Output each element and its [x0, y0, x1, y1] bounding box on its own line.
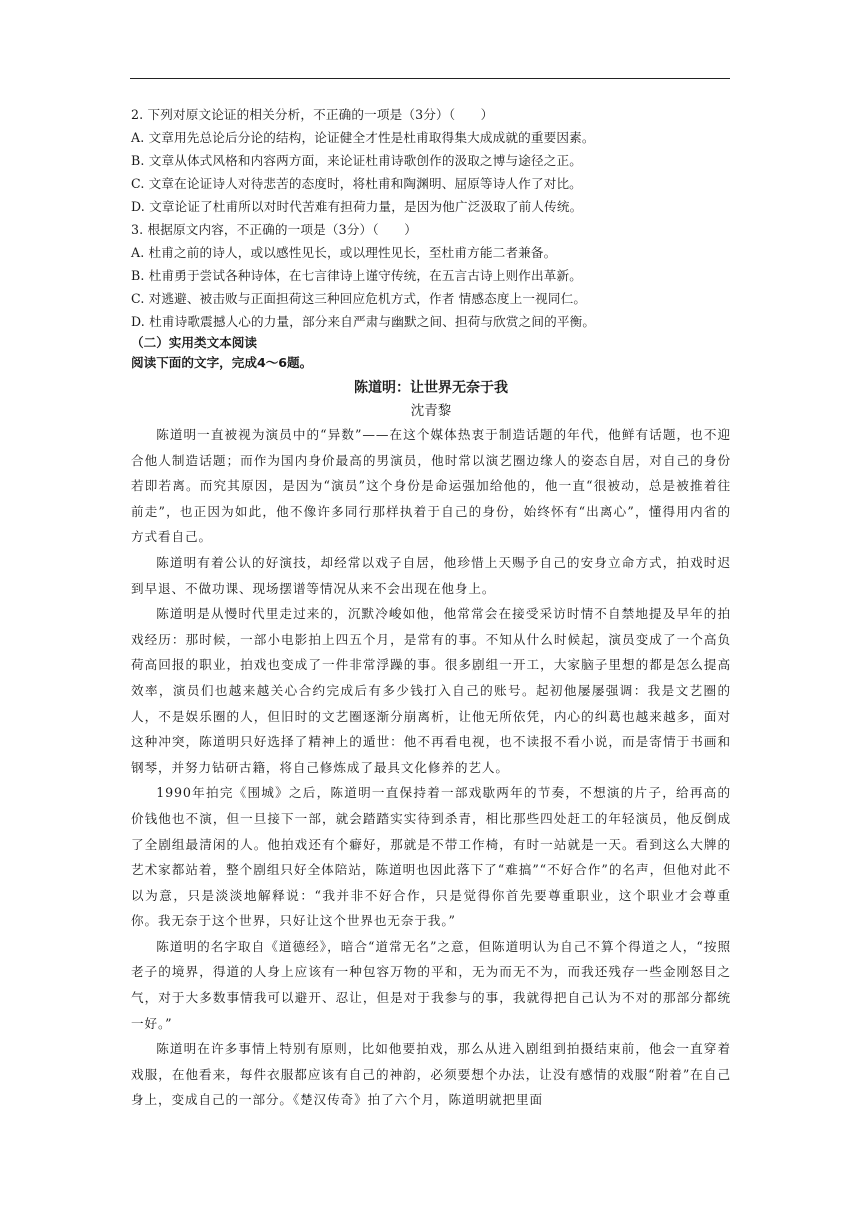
question-2-option-a: A. 文章用先总论后分论的结构，论证健全才性是杜甫取得集大成成就的重要因素。 — [131, 130, 595, 145]
question-3-option-c: C. 对逃避、被击败与正面担荷这三种回应危机方式，作者 情感态度上一视同仁。 — [131, 291, 587, 306]
article-paragraph: 陈道明是从慢时代里走过来的，沉默冷峻如他，他常常会在接受采访时情不自禁地提及早年的拍戏经历：那时候，一部小电影拍上四五个月，是常有的事。不知从什么时候起，演员变成了一个高负荷高回报的职业，拍戏也变成了一件非常浮躁的事。很多剧组一开工，大家脑子里想的都是怎么提高效率，演员们也越来越关心合约完成后有多少钱打入自己的账号。起初他屡屡强调：我是文艺圈的人，不是娱乐圈的人，但旧时的文艺圈逐渐分崩离析，让他无所依凭，内心的纠葛也越来越多，面对这种冲突，陈道明只好选择了精神上的遁世：他不再看电视，也不读报不看小说，而是寄情于书画和钢琴，并努力钻研古籍，将自己修炼成了最具文化修养的艺人。 — [131, 606, 731, 775]
question-2-option-d: D. 文章论证了杜甫所以对时代苦难有担荷力量，是因为他广泛汲取了前人传统。 — [131, 199, 583, 214]
reading-instruction: 阅读下面的文字，完成4～6题。 — [131, 355, 313, 370]
multiple-choice-questions — [131, 103, 731, 333]
question-2-option-c: C. 文章在论证诗人对待悲苦的态度时，将杜甫和陶渊明、屈原等诗人作了对比。 — [131, 176, 582, 191]
question-2-option-b: B. 文章从体式风格和内容两方面，来论证杜甫诗歌创作的汲取之博与途径之正。 — [131, 153, 582, 168]
document-page — [131, 103, 731, 1113]
header-rule — [130, 78, 730, 79]
section-heading: （二）实用类文本阅读 — [131, 335, 257, 350]
article-paragraph: 1990年拍完《围城》之后，陈道明一直保持着一部戏歇两年的节奏，不想演的片子，给再高的价钱他也不演，但一旦接下一部，就会踏踏实实待到杀青，相比那些四处赶工的年轻演员，他反倒成了全剧组最清闲的人。他拍戏还有个癖好，那就是不带工作椅，有时一站就是一天。看到这么大牌的艺术家都站着，整个剧组只好全体陪站，陈道明也因此落下了“难搞”“不好合作”的名声，但他对此不以为意，只是淡淡地解释说：“我并非不好合作，只是觉得你首先要尊重职业，这个职业才会尊重你。我无奈于这个世界，只好让这个世界也无奈于我。” — [131, 785, 731, 929]
question-3-option-d: D. 杜甫诗歌震撼人心的力量，部分来自严肃与幽默之间、担荷与欣赏之间的平衡。 — [131, 314, 596, 329]
article-title: 陈道明：让世界无奈于我 — [354, 380, 508, 396]
question-2-stem: 2. 下列对原文论证的相关分析，不正确的一项是（3分）（ ） — [131, 107, 494, 122]
article-paragraph: 陈道明一直被视为演员中的“异数”——在这个媒体热衷于制造话题的年代，他鲜有话题，也不迎合他人制造话题；而作为国内身价最高的男演员，他时常以演艺圈边缘人的姿态自居，对自己的身份若即若离。而究其原因，是因为“演员”这个身份是命运强加给他的，他一直“很被动，总是被推着往前走”，也正因为如此，他不像许多同行那样执着于自己的身份，始终怀有“出离心”，懂得用内省的方式看自己。 — [131, 427, 731, 545]
article-body — [131, 422, 731, 1113]
article-paragraph: 陈道明在许多事情上特别有原则，比如他要拍戏，那么从进入剧组到拍摄结束前，他会一直穿着戏服，在他看来，每件衣服都应该有自己的神韵，必须要想个办法，让没有感情的戏服“附着”在自己身上，变成自己的一部分。《楚汉传奇》拍了六个月，陈道明就把里面 — [131, 1041, 731, 1108]
question-3-option-a: A. 杜甫之前的诗人，或以感性见长，或以理性见长，至杜甫方能二者兼备。 — [131, 245, 557, 260]
article-paragraph: 陈道明有着公认的好演技，却经常以戏子自居，他珍惜上天赐予自己的安身立命方式，拍戏时迟到早退、不做功课、现场摆谱等情况从来不会出现在他身上。 — [131, 554, 731, 596]
question-3-option-b: B. 杜甫勇于尝试各种诗体，在七言律诗上谨守传统，在五言古诗上则作出革新。 — [131, 268, 582, 283]
question-3-stem: 3. 根据原文内容，不正确的一项是（3分）（ ） — [131, 222, 417, 237]
article-author: 沈青黎 — [410, 403, 452, 419]
article-paragraph: 陈道明的名字取自《道德经》，暗合“道常无名”之意，但陈道明认为自己不算个得道之人，“按照老子的境界，得道的人身上应该有一种包容万物的平和，无为而无不为，而我还残存一些金刚怒目之气，对于大多数事情我可以避开、忍让，但是对于我参与的事，我就得把自己认为不对的那部分都统一好。” — [131, 938, 731, 1031]
